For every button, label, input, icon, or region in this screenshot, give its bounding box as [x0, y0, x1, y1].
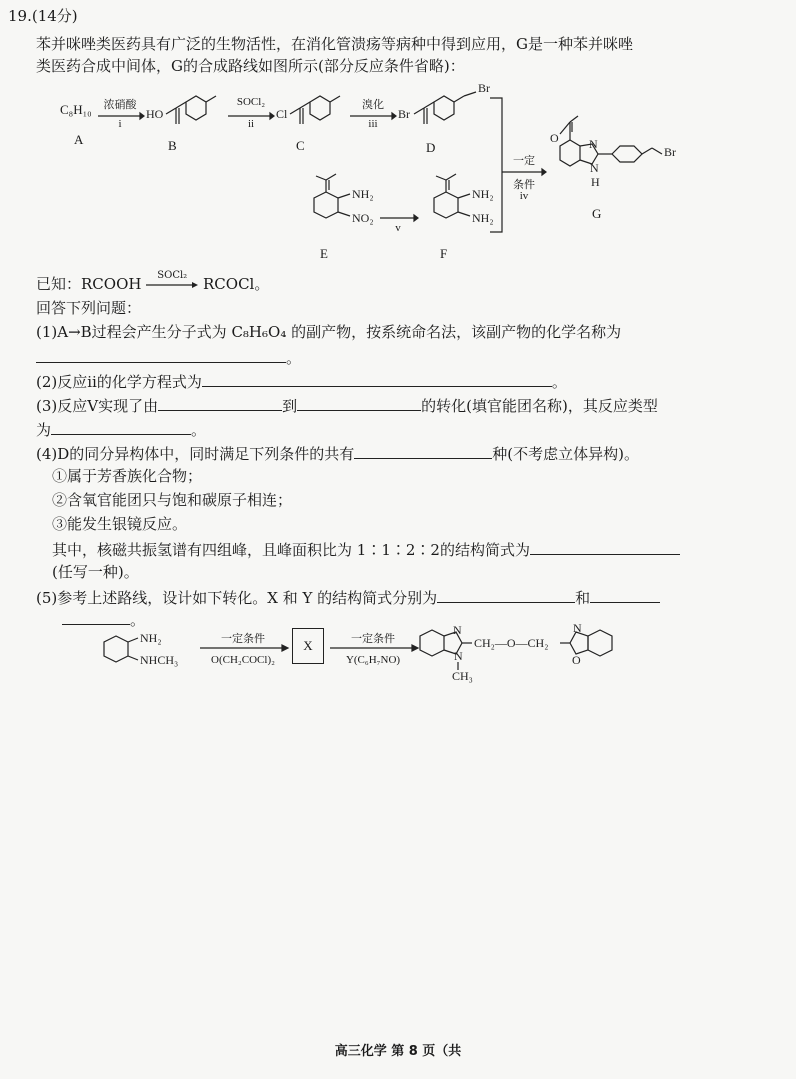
- compound-g-n1: N: [589, 137, 598, 151]
- scheme2-arrow-1: [200, 644, 288, 654]
- step-iv-reagent-2: 条件: [513, 179, 535, 191]
- compound-c-label: C: [296, 138, 305, 153]
- step-iii-label: iii: [368, 118, 378, 130]
- q4-text-d: 其中，核磁共振氢谱有四组峰，且峰面积比为 1∶1∶2∶2的结构简式为: [52, 541, 530, 559]
- q2-text: (2)反应ⅱ的化学方程式为: [36, 373, 202, 391]
- scheme2-starting-material: [104, 630, 204, 670]
- q3-line-2: [36, 418, 206, 440]
- known-reagent: SOCl₂: [157, 270, 188, 281]
- scheme2-cond1-top: 一定条件: [221, 633, 265, 645]
- q3-blank-2[interactable]: [297, 394, 421, 411]
- q1-text: (1)A→B过程会产生分子式为 C₈H₆O₄ 的副产物，按系统命名法，该副产物的化学名称为: [36, 323, 622, 341]
- scheme2-nhch3: NHCH₃: [140, 653, 179, 667]
- compound-e-structure: [296, 166, 406, 246]
- scheme2-nh2: NH₂: [140, 631, 162, 645]
- compound-b-label: B: [168, 138, 177, 153]
- compound-f-nh2-2: NH₂: [472, 211, 494, 225]
- compound-g-br: Br: [664, 145, 676, 159]
- q5-end: 。: [130, 611, 146, 629]
- q4-nmr-line: [52, 538, 680, 560]
- scheme2-cond2-top: 一定条件: [351, 633, 395, 645]
- scheme2-product-structure: [420, 620, 650, 684]
- compound-a-label: A: [74, 132, 84, 147]
- q3-text-a: (3)反应Ⅴ实现了由: [36, 397, 159, 415]
- q1-answer-line: [36, 346, 301, 368]
- scheme2-prod-n1: N: [453, 623, 462, 637]
- known-reaction: [36, 270, 270, 294]
- q4-condition-2: ②含氧官能团只与饱和碳原子相连；: [52, 491, 293, 509]
- compound-c-cl: Cl: [276, 107, 288, 121]
- compound-g-structure: [548, 108, 708, 208]
- q3-text-c: 的转化(填官能团名称)，其反应类型: [421, 397, 658, 415]
- q3-end: 。: [191, 421, 207, 439]
- q4-condition-1: ①属于芳香族化合物；: [52, 467, 203, 485]
- step-iv-reagent-1: 一定: [513, 155, 535, 167]
- answer-prompt: 回答下列问题：: [36, 299, 142, 317]
- step-iii-reagent: 溴化: [362, 99, 384, 111]
- scheme2-arrow-2: [330, 644, 418, 654]
- step-iv-label: iv: [519, 190, 529, 202]
- question-number: 19.: [8, 7, 32, 25]
- q3-blank-1[interactable]: [158, 394, 282, 411]
- compound-e-nh2: NH₂: [352, 187, 374, 201]
- compound-b-structure: [146, 80, 226, 140]
- compound-g-nh-n: N: [590, 161, 599, 175]
- compound-g-nh-h: H: [591, 175, 600, 189]
- q5-text-a: (5)参考上述路线，设计如下转化。X 和 Y 的结构简式分别为: [36, 589, 438, 607]
- compound-d-br1: Br: [398, 107, 410, 121]
- compound-g-o: O: [550, 131, 559, 145]
- q3-text-d: 为: [36, 421, 52, 439]
- q4-condition-3: ③能发生银镜反应。: [52, 515, 188, 533]
- step-i-label: i: [118, 118, 122, 130]
- q3-blank-3[interactable]: [51, 418, 191, 435]
- step-ii-reagent: SOCl₂: [236, 96, 266, 108]
- step-i-reagent: 浓硝酸: [103, 99, 137, 111]
- q4-text-e: (任写一种)。: [52, 563, 139, 581]
- compound-f-structure: [416, 166, 526, 246]
- q5-line: [36, 586, 660, 608]
- intro-line-1: 苯并咪唑类医药具有广泛的生物活性，在消化管溃疡等病种中得到应用，G是一种苯并咪唑: [36, 35, 633, 53]
- compound-a-formula: C₈H₁₀: [60, 102, 92, 117]
- q5-line-2: [62, 608, 145, 630]
- q5-blank-y-part2[interactable]: [62, 608, 130, 625]
- compound-d-label: D: [426, 140, 436, 155]
- known-arrow: [146, 270, 198, 292]
- scheme2-cond2-bottom: Y(C₆H₇NO): [345, 654, 401, 666]
- compound-e-no2: NO₂: [352, 211, 374, 225]
- page-footer: 高三化学 第 8 页（共: [334, 1044, 462, 1059]
- q3-text-b: 到: [282, 397, 298, 415]
- q4-text-a: (4)D的同分异构体中，同时满足下列条件的共有: [36, 445, 355, 463]
- compound-c-structure: [276, 80, 356, 140]
- scheme2-prod-o: O: [572, 653, 581, 667]
- q4-blank-1[interactable]: [354, 442, 492, 459]
- scheme2-prod-n3: N: [573, 621, 582, 635]
- scheme2-cond1-bottom: O(CH₂COCl)₂: [211, 654, 275, 666]
- q4-blank-2[interactable]: [530, 538, 680, 555]
- q3-line: [36, 394, 658, 416]
- scheme2-prod-n2: N: [454, 649, 463, 663]
- known-prefix: 已知：RCOOH: [36, 275, 142, 293]
- q5-blank-y-part1[interactable]: [590, 586, 660, 603]
- q5-blank-x[interactable]: [437, 586, 575, 603]
- compound-d-br2: Br: [478, 81, 490, 95]
- q4-text-b: 种(不考虑立体异构)。: [492, 445, 639, 463]
- compound-f-label: F: [440, 246, 448, 261]
- scheme2-prod-ch3: CH₃: [452, 669, 473, 683]
- q2-end: 。: [551, 373, 567, 391]
- compound-f-nh2-1: NH₂: [472, 187, 494, 201]
- compound-b-ho: HO: [146, 107, 164, 121]
- q4-line: [36, 442, 639, 464]
- compound-g-label: G: [592, 206, 602, 221]
- question-score: (14分): [31, 7, 78, 25]
- step-ii-label: ii: [247, 118, 255, 130]
- scheme2-prod-linker: CH₂—O—CH₂: [474, 636, 549, 650]
- q1-end: 。: [286, 349, 302, 367]
- intro-line-2: 类医药合成中间体，G的合成路线如图所示(部分反应条件省略)：: [36, 57, 465, 75]
- q1-blank[interactable]: [36, 346, 286, 363]
- known-product: RCOCl。: [203, 275, 270, 293]
- question-header: [8, 6, 78, 26]
- step-v-label: v: [395, 222, 401, 234]
- q2-blank[interactable]: [202, 370, 552, 387]
- scheme2-x-label: X: [303, 638, 313, 653]
- scheme2-x-box: [292, 628, 324, 664]
- q5-text-b: 和: [575, 589, 591, 607]
- q2-line: [36, 370, 567, 392]
- compound-e-label: E: [320, 246, 328, 261]
